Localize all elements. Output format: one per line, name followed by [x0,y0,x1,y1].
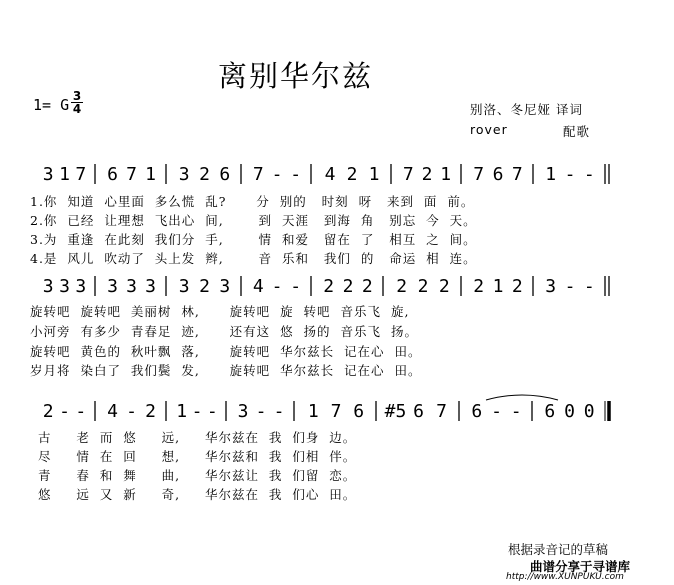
lyric-line: 3.为 重逢 在此刻 我们分 手, 情 和爱 留在 了 相互 之 间。 [30,232,477,247]
note: 6 [353,401,365,422]
note: 3 [75,276,87,297]
sustain-dash: - [271,276,283,297]
note: 7 [330,401,342,422]
note: 6 [492,164,504,185]
lyric-line: 尽 情 在 回 想, 华尔兹和 我 们相 伴。 [38,449,357,464]
arranger-role: 配歌 [563,124,591,139]
note: 3 [237,401,249,422]
lyric-line: 2.你 已经 让理想 飞出心 间, 到 天涯 到海 角 别忘 今 天。 [30,213,477,228]
note: 7 [473,164,485,185]
note: 6 [413,401,424,422]
note: 6 [107,164,118,185]
lyric-line: 小河旁 有多少 青春足 迹, 还有这 悠 扬的 音乐飞 扬。 [30,324,418,339]
note: 2 [346,164,358,185]
note: 3 [545,276,557,297]
note: 2 [199,276,210,297]
footer-site-url: http://www.XUNPUKU.com [506,572,624,582]
note: 3 [107,276,118,297]
sustain-dash: - [510,401,522,422]
note: 3 [59,276,70,297]
time-signature-top: 3 [72,89,82,103]
sustain-dash: - [583,276,595,297]
lyric-line: 旋转吧 旋转吧 美丽树 林, 旋转吧 旋 转吧 音乐飞 旋, [30,304,410,319]
note: 1 [368,164,380,185]
sustain-dash: - [290,164,302,185]
note: 6 [471,401,483,422]
note: 1 [492,276,504,297]
lyric-line: 旋转吧 黄色的 秋叶飘 落, 旋转吧 华尔兹长 记在心 田。 [30,344,422,359]
note: 4 [252,276,264,297]
note: 4 [107,401,118,422]
sustain-dash: - [75,401,87,422]
sustain-dash: - [271,164,283,185]
note: 3 [126,276,137,297]
footer-note: 根据录音记的草稿 [508,542,609,557]
lyric-line: 岁月将 染白了 我们鬓 发, 旋转吧 华尔兹长 记在心 田。 [30,363,422,378]
note: 7 [436,401,447,422]
note: 2 [438,276,450,297]
note: 2 [323,276,335,297]
note: 1 [440,164,452,185]
note: 2 [421,164,433,185]
note: 7 [126,164,137,185]
note: 3 [145,276,156,297]
note: 1 [145,164,156,185]
note: 2 [42,401,54,422]
note: 1 [59,164,70,185]
key-signature: 1= G [33,96,70,114]
note: 2 [361,276,373,297]
note: 3 [178,276,190,297]
sustain-dash: - [191,401,203,422]
lyric-line: 1.你 知道 心里面 多么慌 乱? 分 别的 时刻 呀 来到 面 前。 [30,194,475,209]
sustain-dash: - [564,276,576,297]
sustain-dash: - [290,276,302,297]
note: 2 [396,276,408,297]
note: 0 [583,401,595,422]
note: 2 [199,164,210,185]
note: 0 [564,401,575,422]
lyric-line: 4.是 风儿 吹动了 头上发 辫, 音 乐和 我们 的 命运 相 连。 [30,251,477,266]
note: 7 [252,164,264,185]
note: 1 [307,401,319,422]
sustain-dash: - [206,401,218,422]
sustain-dash: - [491,401,502,422]
note: 2 [473,276,485,297]
lyricist-credit: 别洛、冬尼娅 译词 [470,102,583,117]
footer-site-name: 曲谱分享于寻谱库 [530,559,631,574]
note: 4 [324,164,336,185]
time-signature-bottom: 4 [72,102,82,116]
tie-arc [486,395,558,400]
note: 6 [219,164,231,185]
sustain-dash: - [126,401,137,422]
sustain-dash: - [564,164,576,185]
lyric-line: 青 春 和 舞 曲, 华尔兹让 我 们留 恋。 [38,468,357,483]
note: 2 [145,401,156,422]
note: #5 [384,401,407,422]
note: 1 [176,401,188,422]
note: 7 [511,164,523,185]
note: 1 [545,164,557,185]
note: 7 [75,164,87,185]
note: 3 [42,164,54,185]
sustain-dash: - [273,401,285,422]
note: 2 [342,276,354,297]
sustain-dash: - [583,164,595,185]
lyric-line: 古 老 而 悠 远, 华尔兹在 我 们身 边。 [38,430,357,445]
sustain-dash: - [59,401,70,422]
song-title: 离别华尔兹 [218,59,374,93]
note: 6 [544,401,556,422]
note: 3 [42,276,54,297]
note: 3 [219,276,231,297]
note: 2 [511,276,523,297]
note: 7 [402,164,414,185]
sustain-dash: - [255,401,267,422]
arranger-name: rover [470,122,508,137]
note: 2 [417,276,429,297]
lyric-line: 悠 远 又 新 奇, 华尔兹在 我 们心 田。 [38,487,357,502]
note: 3 [178,164,190,185]
